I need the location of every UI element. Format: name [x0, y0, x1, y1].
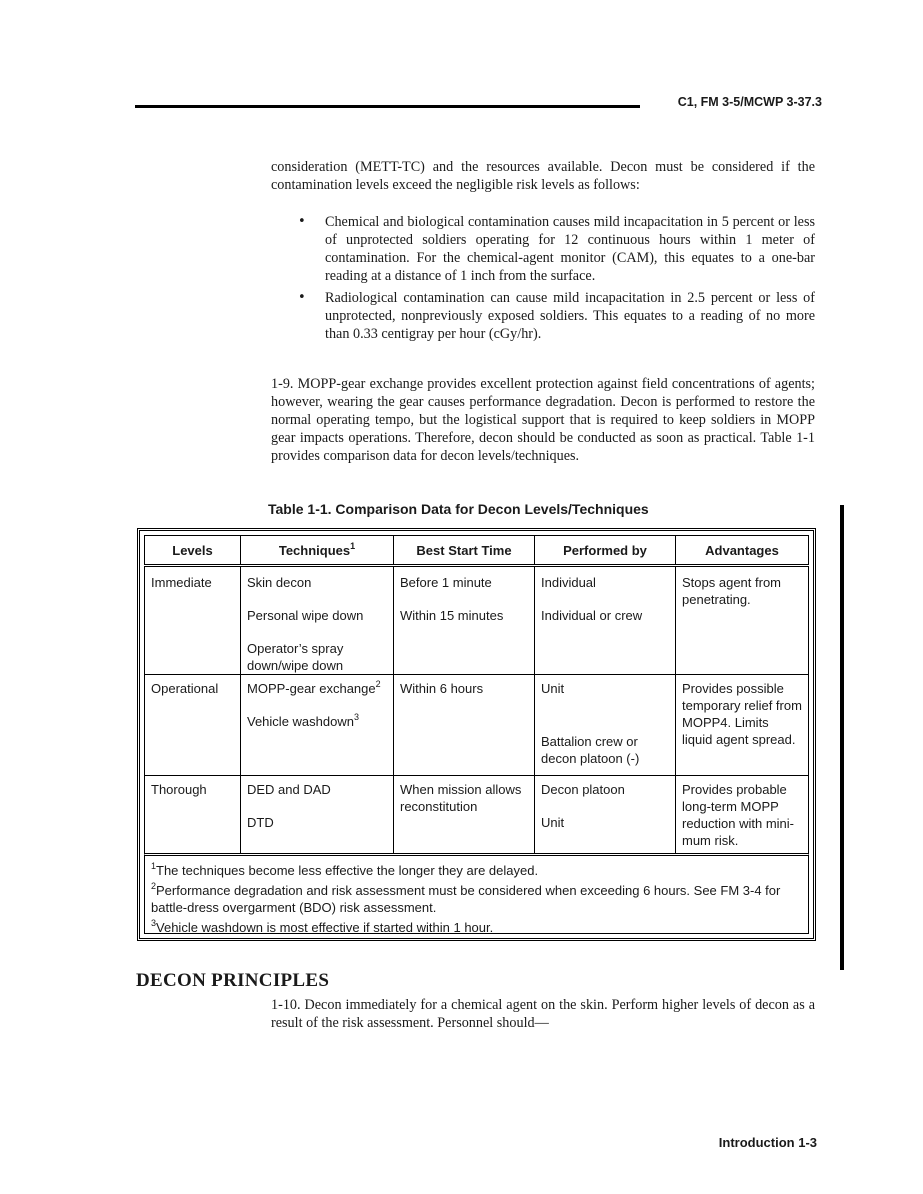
header-rule	[135, 105, 640, 108]
footnote-text: Performance degradation and risk assessment must be considered when exceeding 6 hours. See FM 3-4 for battle-dress overgarment (BDO) risk assessment.	[151, 883, 781, 915]
cell-performed-by	[535, 776, 676, 854]
cell-performed-by	[535, 566, 676, 675]
section-heading: DECON PRINCIPLES	[136, 970, 330, 991]
technique: Personal wipe down	[247, 608, 364, 623]
col-header-advantages: Advantages	[676, 536, 809, 566]
footnote-ref: 2	[375, 679, 381, 689]
cell-techniques	[241, 675, 394, 776]
page-footer: Introduction 1-3	[718, 1135, 817, 1150]
technique	[247, 713, 387, 730]
start-time: Within 6 hours	[400, 681, 484, 696]
footnote-ref: 1	[350, 540, 356, 551]
table-caption: Table 1-1. Comparison Data for Decon Levels/Techniques	[268, 501, 649, 517]
col-header-techniques-label: Techniques	[278, 542, 351, 558]
footnote-text: The techniques become less effective the longer they are delayed.	[156, 863, 539, 878]
performer: Unit	[541, 815, 565, 830]
technique: Skin decon	[247, 575, 312, 590]
footnote	[151, 862, 802, 879]
col-header-performed-by: Performed by	[535, 536, 676, 566]
start-time: Within 15 minutes	[400, 608, 504, 623]
bullet-item	[271, 289, 815, 343]
technique-label: Vehicle washdown	[247, 714, 354, 729]
technique: Operator’s spray down/wipe down	[247, 641, 344, 673]
table-row	[145, 675, 809, 776]
cell-advantages: Provides possible temporary relief from MOPP4. Limits liquid agent spread.	[676, 675, 809, 776]
performer: Individual	[541, 575, 596, 590]
technique: DTD	[247, 815, 274, 830]
footnote	[151, 919, 802, 936]
footnote-marker: 2	[151, 881, 157, 891]
footnote-marker: 3	[151, 918, 157, 928]
bullet-icon: •	[298, 290, 306, 305]
technique-label: MOPP-gear exchange	[247, 681, 376, 696]
performer: Individual or crew	[541, 608, 643, 623]
intro-text: consideration (METT-TC) and the resources available. Decon must be considered if the contamination levels exceed the negligible risk levels as follows:	[271, 159, 815, 193]
performer: Decon platoon	[541, 782, 625, 797]
performer: Battalion crew or decon platoon (-)	[541, 734, 640, 766]
bullet-list	[271, 213, 815, 347]
cell-performed-by	[535, 675, 676, 776]
technique: DED and DAD	[247, 782, 331, 797]
paragraph-1-10-text: 1-10. Decon immediately for a chemical agent on the skin. Perform higher levels of decon as a result of the risk assessment. Personnel should—	[271, 997, 815, 1031]
cell-start-time	[394, 566, 535, 675]
table-header-row	[145, 536, 809, 566]
col-header-levels: Levels	[145, 536, 241, 566]
bullet-text: Chemical and biological contamination causes mild incapacitation in 5 percent or less of unprotected soldiers operating for 12 continuous hours within 1 meter of contamination. For the chemical-agent monitor (CAM), this equates to a one-bar reading at a distance of 1 inch from the surface.	[325, 214, 815, 284]
footnote-marker: 1	[151, 861, 157, 871]
cell-level: Operational	[145, 675, 241, 776]
bullet-item	[271, 213, 815, 285]
cell-techniques	[241, 776, 394, 854]
cell-advantages: Provides probable long-term MOPP reduction with mini-mum risk.	[676, 776, 809, 854]
running-header: C1, FM 3-5/MCWP 3-37.3	[677, 95, 822, 109]
paragraph-1-9	[271, 375, 815, 465]
footnote-text: Vehicle washdown is most effective if started within 1 hour.	[156, 920, 494, 935]
cell-start-time	[394, 675, 535, 776]
cell-level: Thorough	[145, 776, 241, 854]
paragraph-1-10	[271, 996, 815, 1032]
technique	[247, 680, 387, 697]
cell-level: Immediate	[145, 566, 241, 675]
start-time: When mission allows reconstitution	[400, 782, 522, 814]
performer: Unit	[541, 681, 565, 696]
decon-comparison-table	[137, 528, 816, 941]
footnote-ref: 3	[353, 712, 359, 722]
start-time: Before 1 minute	[400, 575, 492, 590]
change-bar	[840, 505, 844, 970]
table-footnotes	[144, 853, 809, 934]
footnote	[151, 882, 802, 916]
col-header-techniques	[241, 536, 394, 566]
col-header-start-time: Best Start Time	[394, 536, 535, 566]
bullet-icon: •	[298, 214, 306, 229]
cell-techniques	[241, 566, 394, 675]
cell-start-time	[394, 776, 535, 854]
cell-advantages: Stops agent from penetrating.	[676, 566, 809, 675]
bullet-text: Radiological contamination can cause mild incapacitation in 2.5 percent or less of unprotected, nonpreviously exposed soldiers. This equates to a reading of no more than 0.33 centigray per hour (cGy/hr).	[325, 290, 815, 342]
paragraph-1-9-text: 1-9. MOPP-gear exchange provides excellent protection against field concentrations of agents; however, wearing the gear causes performance degradation. Decon is performed to restore the normal operating tempo, but the logistical support that is required to keep soldiers in MOPP gear impacts operations. Therefore, decon should be conducted as soon as practical. Table 1-1 provides comparison data for decon levels/techniques.	[271, 376, 815, 464]
table-row	[145, 776, 809, 854]
table-row	[145, 566, 809, 675]
intro-paragraph	[271, 158, 815, 194]
